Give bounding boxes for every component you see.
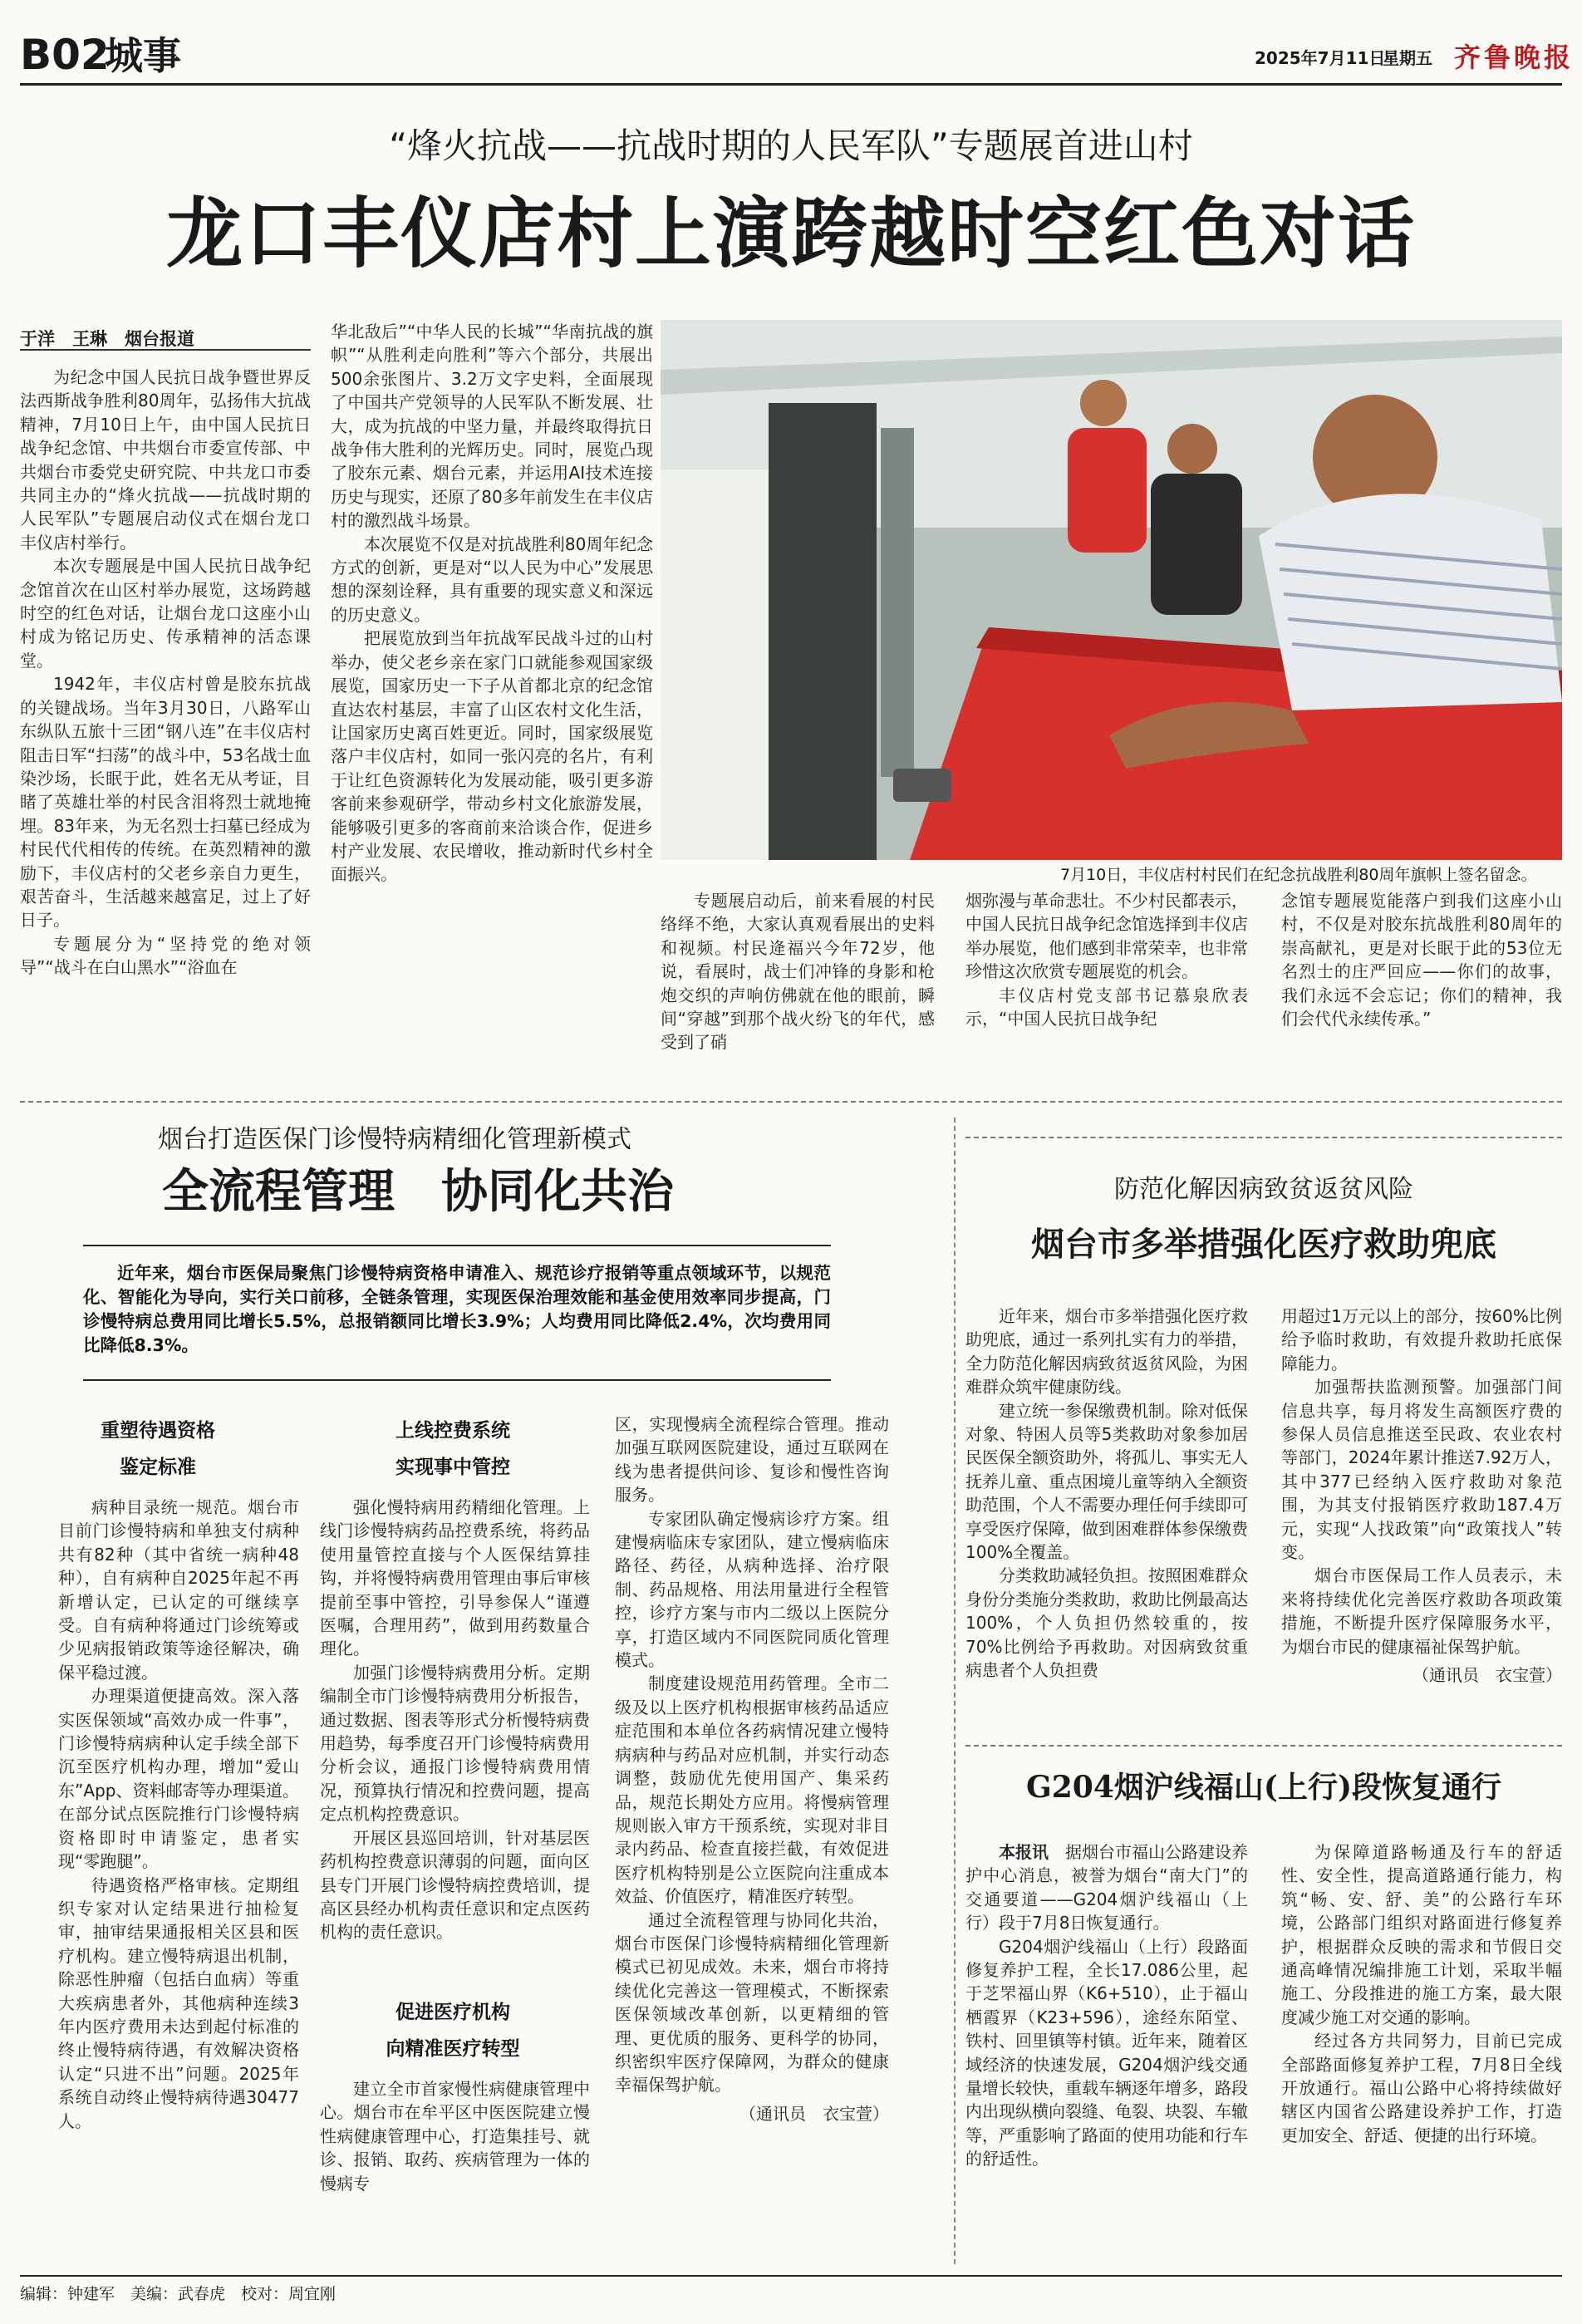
story4-column-1: [965, 1840, 1248, 2171]
issue-weekday: 星期五: [1383, 48, 1432, 68]
story3-top-rule: [965, 1137, 1562, 1138]
paragraph: 1942年，丰仪店村曾是胶东抗战的关键战场。当年3月30日，八路军山东纵队五旅十三团“钢八连”在丰仪店村阻击日军“扫荡”的战斗中，53名战士血染沙场，长眠于此，姓名无从考证，目睹了英雄壮举的村民含泪将烈士就地掩埋。83年来，为无名烈士扫墓已经成为村民代代相传的传统。在英烈精神的激励下，丰仪店村的父老乡亲自力更生，艰苦奋斗，生活越来越富足，过上了好日子。: [20, 674, 311, 931]
story1-headline: 龙口丰仪店村上演跨越时空红色对话: [165, 189, 1416, 278]
paragraph: 加强帮扶监测预警。加强部门间信息共享，每月将发生高额医疗费的参保人员信息推送至民政、农业农村等部门，2024年累计推送7.92万人，其中377已经纳入医疗救助对象范围，为其支付报销医疗救助187.4万元，实现“人找政策”向“政策找人”转变。: [1281, 1377, 1562, 1563]
story1-kicker: “烽火抗战——抗战时期的人民军队”专题展首进山村: [389, 125, 1193, 166]
story1-column-2: [331, 320, 653, 887]
story1-byline: 于洋 王琳 烟台报道: [20, 329, 194, 349]
story4-lead-text: 据烟台市福山公路建设养护中心消息，被誉为烟台“南大门”的交通要道——G204烟沪线福山（上行）段于7月8日恢复通行。: [965, 1842, 1248, 1933]
paragraph: G204烟沪线福山（上行）段路面修复养护工程，全长17.086公里，起于芝罘福山界（K6+510），止于福山栖霞界（K23+596），途经东陌堂、铁村、回里镇等村镇。近年来，随着区域经济的快速发展，G204烟沪线交通量增长较快，重载车辆逐年增多，路段内出现纵横向裂缝、龟裂、块裂、车辙等，严重影响了路面的使用功能和行车的舒适性。: [965, 1936, 1248, 2169]
signing-photo-illustration: [661, 320, 1562, 860]
footer-credits: 编辑：钟建军 美编：武春虎 校对：周宜刚: [20, 2285, 337, 2303]
paragraph: 制度建设规范用药管理。全市二级及以上医疗机构根据审核药品适应症范围和本单位各药病情况建立慢特病病种与药品对应机制，并实行动态调整，鼓励优先使用国产、集采药品，规范长期处方应用。将慢病管理规则嵌入审方干预系统，实现对非目录内药品、检查直接拦截，有效促进医疗机构特别是公立医院向注重成本效益、价值医疗，精准医疗转型。: [615, 1673, 889, 1907]
paragraph: 区，实现慢病全流程综合管理。推动加强互联网医院建设，通过互联网在线为患者提供问诊、复诊和慢性咨询服务。: [615, 1414, 889, 1506]
story2-subhead-3: 促进医疗机构 向精准医疗转型: [386, 2002, 520, 2060]
paragraph: 建立全市首家慢性病健康管理中心。烟台市在牟平区中医医院建立慢性病健康管理中心，打造集挂号、就诊、报销、取药、疾病管理为一体的慢病专: [320, 2079, 590, 2194]
story3-column-2: [1281, 1304, 1562, 1688]
story4-column-2: [1281, 1840, 1562, 2147]
paragraph: 专题展启动后，前来看展的村民络绎不绝，大家认真观看展出的史料和视频。村民逄福兴今年72岁，他说，看展时，战士们冲锋的身影和枪炮交织的声响仿佛就在他的眼前，瞬间“穿越”到那个战火纷飞的年代，感受到了硝: [661, 891, 935, 1053]
story3-signature: （通讯员 衣宝萱）: [1412, 1665, 1562, 1686]
paragraph: 开展区县巡回培训，针对基层医药机构控费意识薄弱的问题，面向区县专门开展门诊慢特病控费培训，提高区县经办机构责任意识和定点医药机构的责任意识。: [320, 1827, 590, 1943]
story3-kicker: 防范化解因病致贫返贫风险: [1114, 1175, 1413, 1204]
section-name: 城事: [105, 33, 181, 78]
paragraph: 烟弥漫与革命悲壮。不少村民都表示，中国人民抗日战争纪念馆选择到丰仪店举办展览，他们感到非常荣幸，也非常珍惜这次欣赏专题展览的机会。: [965, 891, 1248, 982]
footer-rule: [20, 2275, 1562, 2277]
paragraph: 用超过1万元以上的部分，按60%比例给予临时救助，有效提升救助托底保障能力。: [1281, 1306, 1562, 1373]
issue-date: 2025年7月11日: [1255, 48, 1386, 68]
story1-column-3: [661, 889, 935, 1054]
paragraph: 本次展览不仅是对抗战胜利80周年纪念方式的创新，更是对“以人民为中心”发展思想的深刻诠释，具有重要的现实意义和深远的历史意义。: [331, 533, 653, 625]
story2-lead-rule: [83, 1245, 831, 1246]
story3-headline: 烟台市多举措强化医疗救助兜底: [1031, 1225, 1496, 1264]
story1-column-4: [965, 889, 1248, 1030]
story2-column-1: [58, 1496, 299, 2133]
paragraph: 待遇资格严格审核。定期组织专家对认定结果进行抽检复审，抽审结果通报相关区县和医疗机构。建立慢特病退出机制，除恶性肿瘤（包括白血病）等重大疾病患者外，其他病种连续3年内医疗费用未达到起付标准的终止慢特病待遇，有效解决资格认定“只进不出”问题。2025年系统自动终止慢特病待遇30477人。: [58, 1874, 299, 2131]
paragraph: 为保障道路畅通及行车的舒适性、安全性，提高道路通行能力，构筑“畅、安、舒、美”的公路行车环境，公路部门组织对路面进行修复养护，根据群众反映的需求和节假日交通高峰情况编排施工计划，采取半幅施工、分段推进的施工方案，最大限度减少施工对交通的影响。: [1281, 1842, 1562, 2027]
paragraph: 烟台市医保局工作人员表示，未来将持续优化完善医疗救助各项政策措施，不断提升医疗保障服务水平，为烟台市民的健康福祉保驾护航。: [1281, 1565, 1562, 1657]
story2-lead-rule-bottom: [83, 1379, 831, 1381]
story4-top-rule: [965, 1745, 1562, 1747]
paragraph: 办理渠道便捷高效。深入落实医保领域“高效办成一件事”，门诊慢特病病种认定手续全部下沉至医疗机构办理，增加“爱山东”App、资料邮寄等办理渠道。在部分试点医院推行门诊慢特病资格即时申请鉴定，患者实现“零跑腿”。: [58, 1686, 299, 1872]
story3-column-1: [965, 1304, 1248, 1683]
story1-column-5: [1281, 889, 1562, 1030]
column-divider: [954, 1118, 956, 2264]
paragraph: 专家团队确定慢病诊疗方案。组建慢病临床专家团队，建立慢病临床路径、药径，从病种选择、治疗限制、药品规格、用法用量进行全程管控，诊疗方案与市内二级以上医院分享，打造区域内不同医院同质化管理模式。: [615, 1508, 889, 1671]
story2-signature: （通讯员 衣宝萱）: [739, 2103, 889, 2124]
paragraph: 把展览放到当年抗战军民战斗过的山村举办，使父老乡亲在家门口就能参观国家级展览，国家历史一下子从首都北京的纪念馆直达农村基层，丰富了山区农村文化生活，让国家历史离百姓更近。同时，国家级展览落户丰仪店村，如同一张闪亮的名片，有利于让红色资源转化为发展动能，吸引更多游客前来参观研学，带动乡村文化旅游发展，能够吸引更多的客商前来洽谈合作，促进乡村产业发展、农民增收，推动新时代乡村全面振兴。: [331, 628, 653, 885]
paragraph: 通过全流程管理与协同化共治，烟台市医保门诊慢特病精细化管理新模式已初见成效。未来，烟台市将持续优化完善这一管理模式，不断探索医保领域改革创新，以更精细的管理、更优质的服务、更科学的协同，织密织牢医疗保障网，为群众的健康幸福保驾护航。: [615, 1909, 889, 2096]
paragraph: 为纪念中国人民抗日战争暨世界反法西斯战争胜利80周年，弘扬伟大抗战精神，7月10日上午，由中国人民抗日战争纪念馆、中共烟台市委宣传部、中共烟台市委党史研究院、中共龙口市委共同主办的“烽火抗战——抗战时期的人民军队”专题展启动仪式在烟台龙口丰仪店村举行。: [20, 367, 311, 553]
paragraph: 加强门诊慢特病费用分析。定期编制全市门诊慢特病费用分析报告，通过数据、图表等形式分析慢特病费用趋势，每季度召开门诊慢特病费用分析会议，通报门诊慢特病费用情况，预算执行情况和控费问题，提高定点机构控费意识。: [320, 1662, 590, 1825]
story2-column-3: [615, 1413, 889, 2125]
story2-kicker: 烟台打造医保门诊慢特病精细化管理新模式: [158, 1125, 631, 1154]
paragraph: 专题展分为“坚持党的绝对领导”“战斗在白山黑水”“浴血在: [20, 933, 311, 978]
story2-column-2: [320, 1496, 590, 1944]
paragraph: 念馆专题展览能落户到我们这座小山村，不仅是对胶东抗战胜利80周年的崇高献礼，更是对长眠于此的53位无名烈士的庄严回应——你们的故事，我们永远不会忘记；你们的精神，我们会代代永续传承。”: [1281, 891, 1562, 1029]
paragraph: 建立统一参保缴费机制。除对低保对象、特困人员等5类救助对象参加居民医保全额资助外，将孤儿、事实无人抚养儿童、重点困境儿童等纳入全额资助范围，个人不需要办理任何手续即可享受医疗保障，做到困难群体参保缴费100%全覆盖。: [965, 1400, 1248, 1563]
paragraph: 强化慢特病用药精细化管理。上线门诊慢特病药品控费系统，将药品使用量管控直接与个人医保结算挂钩，并将慢特病费用管理由事后审核提前至事中管控，引导参保人“谨遵医嘱，合理用药”，做到用药数量合理化。: [320, 1497, 590, 1659]
byline-rule: [20, 349, 311, 351]
header-rule: [20, 83, 1562, 86]
paragraph: 丰仪店村党支部书记慕泉欣表示，“中国人民抗日战争纪: [965, 985, 1248, 1029]
paragraph: [965, 1840, 1248, 1935]
story4-headline: G204烟沪线福山(上行)段恢复通行: [1026, 1770, 1501, 1805]
story2-subhead-1: 重塑待遇资格 鉴定标准: [101, 1420, 215, 1478]
story1-photo: [661, 320, 1562, 860]
paper-logo: 齐鲁晚报: [1454, 42, 1575, 73]
story1-column-1: [20, 366, 311, 980]
story2-lead: 近年来，烟台市医保局聚焦门诊慢特病资格申请准入、规范诊疗报销等重点领域环节，以规范化、智能化为导向，实行关口前移，全链条管理，实现医保治理效能和基金使用效率同步提高，门诊慢特病总费用同比增长5.5%，总报销额同比增长3.9%；人均费用同比降低2.4%，次均费用同比降低8.3%。: [83, 1263, 831, 1355]
story4-lead-tag: 本报讯: [999, 1842, 1049, 1862]
story2-subhead-2: 上线控费系统 实现事中管控: [396, 1420, 510, 1478]
story2-headline: 全流程管理 协同化共治: [162, 1164, 674, 1219]
story1-photo-caption: 7月10日，丰仪店村村民们在纪念抗战胜利80周年旗帜上签名留念。: [1060, 866, 1537, 884]
paragraph: 分类救助减轻负担。按照困难群众身份分类施分类救助，救助比例最高达100%，个人负担仍然较重的，按70%比例给予再救助。对因病致贫重病患者个人负担费: [965, 1565, 1248, 1681]
paragraph: 病种目录统一规范。烟台市目前门诊慢特病和单独支付病种共有82种（其中省统一病种48种），自有病种自2025年起不再新增认定，已认定的可继续享受。自有病种将通过门诊统筹或少见病报销政策等途径解决，确保平稳过渡。: [58, 1497, 299, 1683]
section-code: B02: [20, 31, 110, 79]
paragraph: 本次专题展是中国人民抗日战争纪念馆首次在山区村举办展览，这场跨越时空的红色对话，让烟台龙口这座小山村成为铭记历史、传承精神的活态课堂。: [20, 556, 311, 671]
story2-column-2b: [320, 2077, 590, 2195]
paragraph: 近年来，烟台市多举措强化医疗救助兜底，通过一系列扎实有力的举措，全力防范化解因病致贫返贫风险，为困难群众筑牢健康防线。: [965, 1306, 1248, 1398]
paragraph: 华北敌后”“中华人民的长城”“华南抗战的旗帜”“从胜利走向胜利”等六个部分，共展出500余张图片、3.2万文字史料，全面展现了中国共产党领导的人民军队不断发展、壮大，成为抗战的中坚力量，并最终取得抗日战争伟大胜利的光辉历史。同时，展览凸现了胶东元素、烟台元素，并运用AI技术连接历史与现实，还原了80多年前发生在丰仪店村的激烈战斗场景。: [331, 322, 653, 531]
paragraph: 经过各方共同努力，目前已完成全部路面修复养护工程，7月8日全线开放通行。福山公路中心将持续做好辖区内国省公路建设养护工作，打造更加安全、舒适、便捷的出行环境。: [1281, 2031, 1562, 2145]
story1-bottom-rule: [20, 1101, 1562, 1103]
